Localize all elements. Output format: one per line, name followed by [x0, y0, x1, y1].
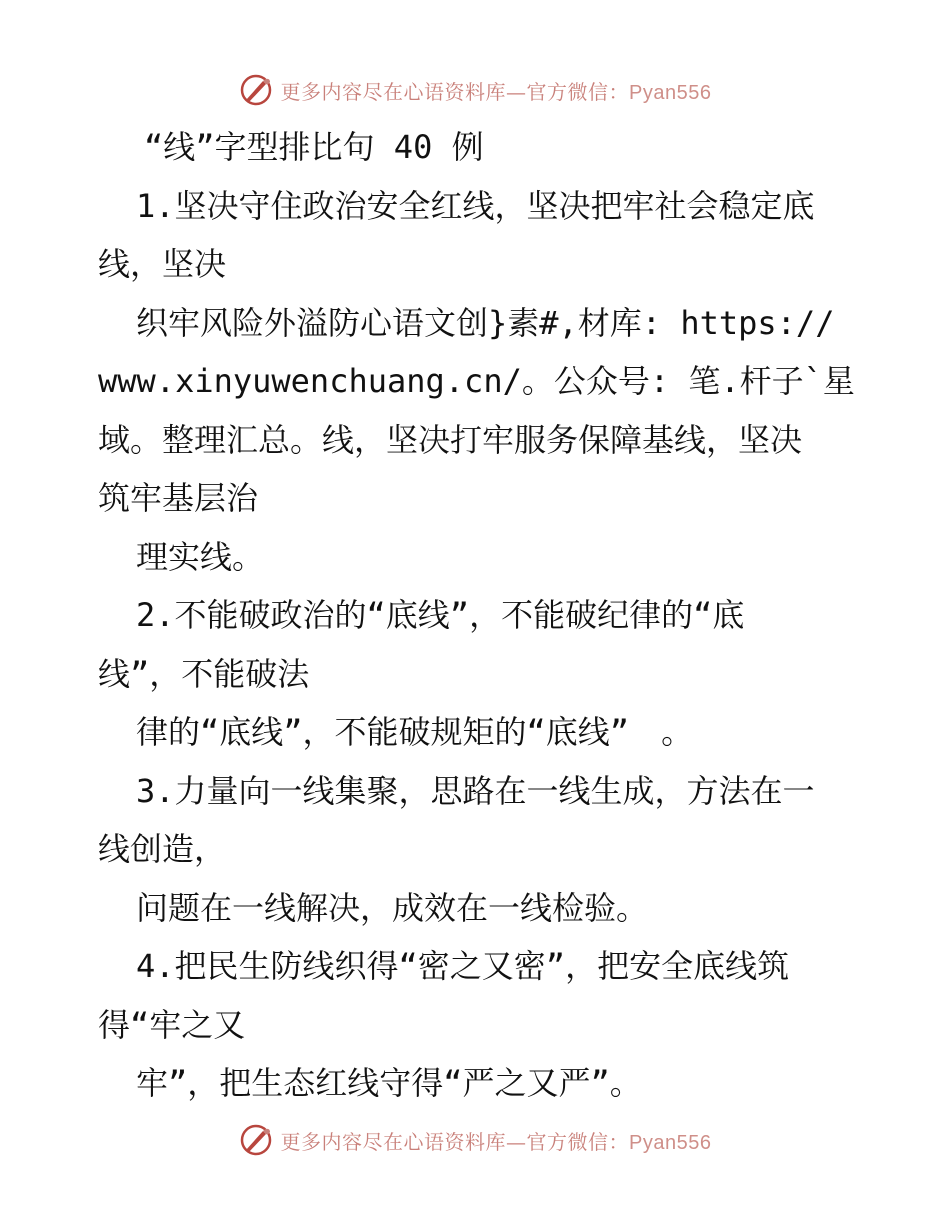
text-line: 牢”，把生态红线守得“严之又严”。 [136, 1064, 642, 1102]
text-line: www.xinyuwenchuang.cn/。公众号: 笔.杆子`星 [98, 362, 855, 400]
watermark-text: 更多内容尽在心语资料库—官方微信：Pyan556 [280, 1129, 712, 1154]
watermark-text: 更多内容尽在心语资料库—官方微信：Pyan556 [280, 79, 712, 104]
quill-logo-icon [239, 1123, 273, 1157]
watermark-wechat: Pyan556 [629, 81, 712, 104]
text-line: 律的“底线”，不能破规矩的“底线” 。 [136, 713, 694, 751]
document-body [98, 118, 858, 1113]
text-line: 问题在一线解决，成效在一线检验。 [136, 888, 649, 927]
page-title: “线”字型排比句 40 例 [144, 128, 484, 166]
text-line: 1.坚决守住政治安全红线，坚决把牢社会稳定底 [136, 186, 815, 225]
text-line: 2.不能破政治的“底线”，不能破纪律的“底 [136, 596, 745, 634]
text-line: 理实线。 [136, 537, 265, 576]
footer-watermark [0, 1120, 950, 1160]
text-line: 域。整理汇总。线，坚决打牢服务保障基线，坚决 [98, 420, 803, 459]
text-line: 3.力量向一线集聚，思路在一线生成，方法在一 [136, 771, 815, 810]
watermark-wechat: Pyan556 [629, 1131, 712, 1154]
text-line: 线，坚决 [98, 245, 227, 283]
text-line: 得“牢之又 [98, 1005, 246, 1044]
text-line: 4.把民生防线织得“密之又密”，把安全底线筑 [136, 947, 790, 985]
text-line: 织牢风险外溢防心语文创}素#,材库: https:// [136, 303, 835, 342]
text-line: 线创造， [98, 830, 227, 868]
quill-logo-icon [239, 73, 273, 107]
text-line: 筑牢基层治 [98, 479, 259, 517]
text-line: 线”，不能破法 [98, 654, 310, 693]
header-watermark [0, 70, 950, 110]
